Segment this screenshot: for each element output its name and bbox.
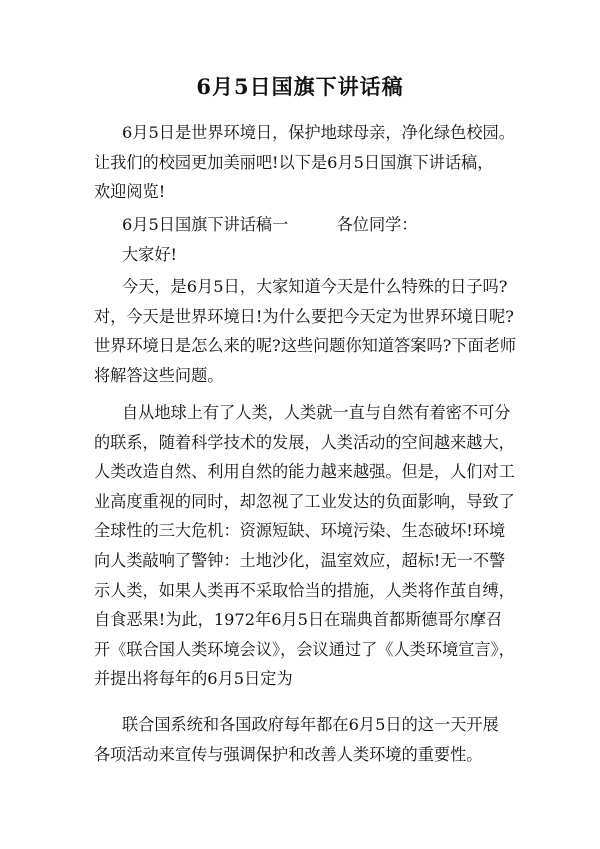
paragraph-line: 今天，是6月5日，大家知道今天是什么特殊的日子吗? [122,277,508,296]
intro-paragraph [94,118,524,207]
paragraph-line: 自从地球上有了人类，人类就一直与自然有着密不可分 [122,403,511,422]
paragraph-line: 人类改造自然、利用自然的能力越来越强。但是，人们对工 [94,462,515,482]
salutation: 各位同学： [336,215,418,234]
paragraph-2 [94,398,524,694]
paragraph-line: 向人类敲响了警钟：土地沙化，温室效应，超标!无一不警 [94,550,506,570]
intro-line: 欢迎阅览! [94,182,166,202]
intro-line: 让我们的校园更加美丽吧!以下是6月5日国旗下讲话稿， [94,152,494,172]
paragraph-line: 并提出将每年的6月5日定为 [94,669,293,689]
paragraph-1 [94,272,524,390]
greeting: 大家好! [122,245,178,264]
greeting-paragraph [94,240,524,270]
paragraph-3 [94,710,524,769]
paragraph-line: 将解答这些问题。 [94,365,224,385]
paragraph-line: 自食恶果!为此，1972年6月5日在瑞典首都斯德哥尔摩召 [94,610,503,630]
section-heading: 6月5日国旗下讲话稿一 [122,215,289,234]
paragraph-line: 联合国系统和各国政府每年都在6月5日的这一天开展 [122,715,499,734]
paragraph-line: 示人类，如果人类再不采取恰当的措施，人类将作茧自缚， [94,580,515,600]
paragraph-line: 业高度重视的同时，却忽视了工业发达的负面影响，导致了 [94,491,515,511]
intro-line: 6月5日是世界环境日，保护地球母亲，净化绿色校园。 [122,123,515,142]
paragraph-line: 的联系，随着科学技术的发展，人类活动的空间越来越大， [94,432,515,452]
paragraph-line: 开《联合国人类环境会议》，会议通过了《人类环境宣言》， [94,639,515,659]
paragraph-line: 对，今天是世界环境日!为什么要把今天定为世界环境日呢? [94,306,514,326]
section-heading-line [94,210,524,240]
paragraph-line: 世界环境日是怎么来的呢?这些问题你知道答案吗?下面老师 [94,336,517,356]
document-title: 6月5日国旗下讲话稿 [196,74,404,99]
paragraph-line: 各项活动来宣传与强调保护和改善人类环境的重要性。 [94,744,483,764]
paragraph-line: 全球性的三大危机：资源短缺、环境污染、生态破坏!环境 [94,521,506,541]
